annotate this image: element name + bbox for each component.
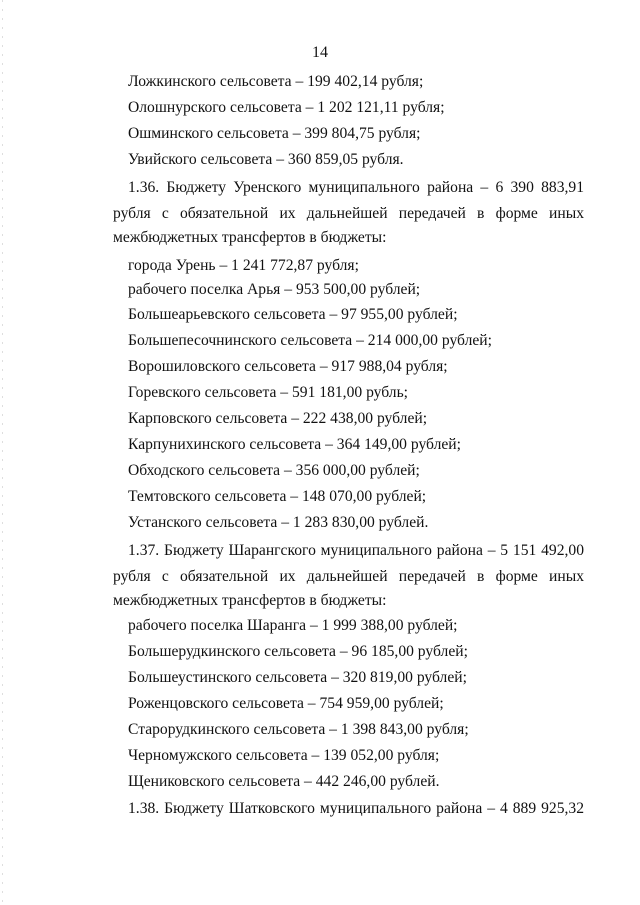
text-line: Увийского сельсовета – 360 859,05 рубля.: [128, 151, 404, 168]
paragraph-line: рубля с обязательной их дальнейшей передачей в форме иных: [113, 568, 584, 585]
paragraph-last-line: межбюджетных трансфертов в бюджеты:: [113, 229, 387, 246]
text-line: Обходского сельсовета – 356 000,00 рублей;: [128, 462, 420, 479]
page-number: 14: [312, 44, 328, 61]
text-line: Большеарьевского сельсовета – 97 955,00 рублей;: [128, 306, 458, 323]
text-line: Старорудкинского сельсовета – 1 398 843,00 рубля;: [128, 721, 469, 738]
text-line: Ворошиловского сельсовета – 917 988,04 рубля;: [128, 358, 448, 375]
text-line: Большепесочнинского сельсовета – 214 000,00 рублей;: [128, 332, 492, 349]
text-line: Черномужского сельсовета – 139 052,00 рубля;: [128, 747, 440, 764]
paragraph-line: рубля с обязательной их дальнейшей передачей в форме иных: [113, 205, 584, 222]
paragraph-first-line: 1.36. Бюджету Уренского муниципального района – 6 390 883,91: [128, 179, 584, 196]
paragraph-first-line: 1.37. Бюджету Шарангского муниципального района – 5 151 492,00: [128, 542, 584, 559]
text-line: Большерудкинского сельсовета – 96 185,00 рублей;: [128, 643, 468, 660]
text-line: Ошминского сельсовета – 399 804,75 рубля;: [128, 125, 421, 142]
text-line: города Урень – 1 241 772,87 рубля;: [128, 257, 359, 274]
paragraph-last-line: межбюджетных трансфертов в бюджеты:: [113, 592, 387, 609]
text-line: Ложкинского сельсовета – 199 402,14 рубля;: [128, 73, 424, 90]
text-line: Роженцовского сельсовета – 754 959,00 рублей;: [128, 695, 444, 712]
paragraph-first-line: 1.38. Бюджету Шатковского муниципального района – 4 889 925,32: [128, 800, 584, 817]
text-line: Карпунихинского сельсовета – 364 149,00 рублей;: [128, 436, 461, 453]
text-line: Карповского сельсовета – 222 438,00 рублей;: [128, 410, 428, 427]
scan-edge-marks: [2, 0, 3, 905]
text-line: рабочего поселка Арья – 953 500,00 рублей;: [128, 281, 421, 298]
text-line: Олошнурского сельсовета – 1 202 121,11 рубля;: [128, 99, 445, 116]
text-line: Горевского сельсовета – 591 181,00 рубль;: [128, 384, 409, 401]
text-line: Щениковского сельсовета – 442 246,00 рублей.: [128, 773, 440, 790]
text-line: Большеустинского сельсовета – 320 819,00 рублей;: [128, 669, 467, 686]
text-line: Устанского сельсовета – 1 283 830,00 рублей.: [128, 514, 429, 531]
text-line: рабочего поселка Шаранга – 1 999 388,00 рублей;: [128, 617, 458, 634]
text-line: Темтовского сельсовета – 148 070,00 рублей;: [128, 488, 427, 505]
